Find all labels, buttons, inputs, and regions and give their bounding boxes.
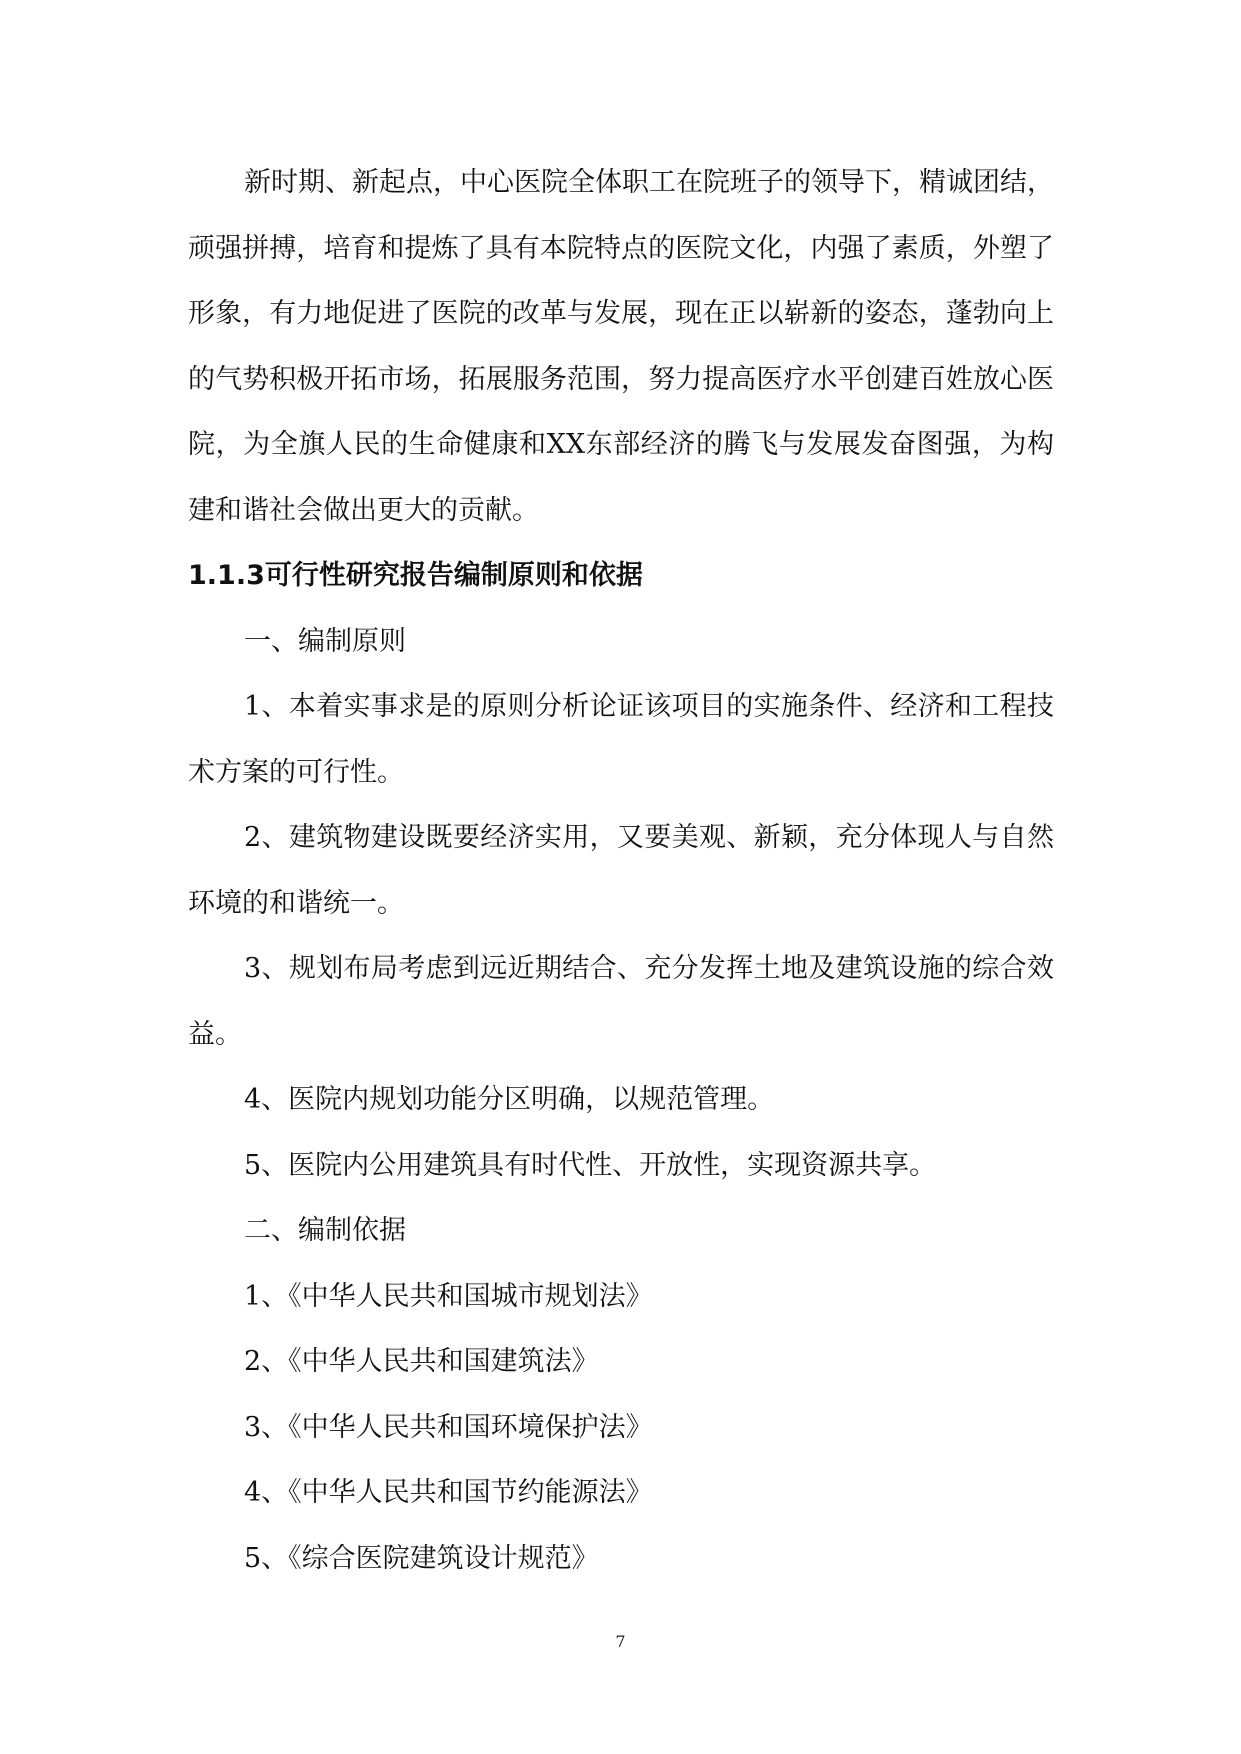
basis-item-5: 5、《综合医院建筑设计规范》 bbox=[244, 1542, 599, 1574]
principles-title: 一、编制原则 bbox=[244, 625, 406, 657]
basis-item-4: 4、《中华人民共和国节约能源法》 bbox=[244, 1477, 653, 1508]
principle-item-1: 1、本着实事求是的原则分析论证该项目的实施条件、经济和工程技术方案的可行性。 bbox=[188, 691, 1054, 788]
intro-paragraph: 新时期、新起点，中心医院全体职工在院班子的领导下，精诚团结，顽强拼搏，培育和提炼了具有本院特点的医院文化，内强了素质，外塑了形象，有力地促进了医院的改革与发展，现在正以崭新的姿态，蓬勃向上的气势积极开拓市场，拓展服务范围，努力提高医疗水平创建百姓放心医院，为全旗人民的生命健康和XX东部经济的腾飞与发展发奋图强，为构建和谐社会做出更大的贡献。 bbox=[188, 167, 1054, 526]
principle-item-3: 3、规划布局考虑到远近期结合、充分发挥土地及建筑设施的综合效益。 bbox=[188, 953, 1054, 1050]
section-heading: 1.1.3可行性研究报告编制原则和依据 bbox=[188, 560, 643, 591]
basis-title: 二、编制依据 bbox=[244, 1215, 406, 1246]
basis-item-2: 2、《中华人民共和国建筑法》 bbox=[244, 1346, 599, 1377]
page-body bbox=[188, 150, 1054, 1591]
principle-item-2: 2、建筑物建设既要经济实用，又要美观、新颖，充分体现人与自然环境的和谐统一。 bbox=[188, 822, 1054, 919]
principle-item-4: 4、医院内规划功能分区明确，以规范管理。 bbox=[244, 1084, 775, 1115]
page-number: 7 bbox=[615, 1632, 626, 1651]
basis-item-3: 3、《中华人民共和国环境保护法》 bbox=[244, 1411, 653, 1443]
basis-item-1: 1、《中华人民共和国城市规划法》 bbox=[244, 1280, 653, 1312]
principle-item-5: 5、医院内公用建筑具有时代性、开放性，实现资源共享。 bbox=[244, 1149, 937, 1181]
